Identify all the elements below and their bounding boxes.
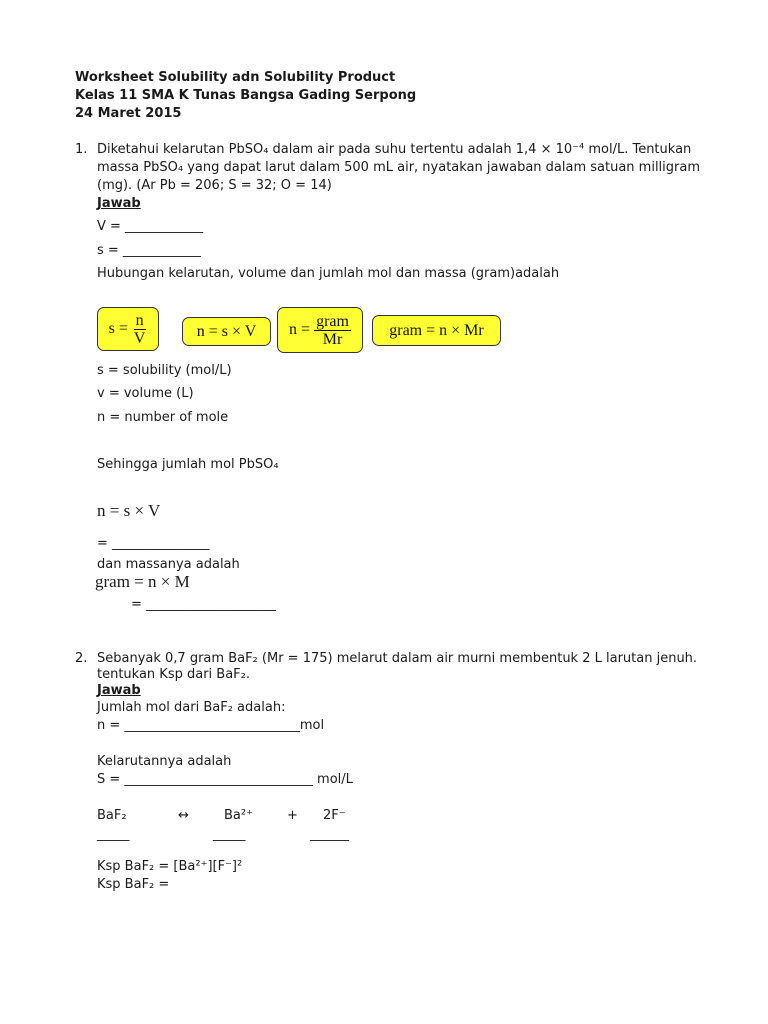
formula-n-s-v: n = s × V (196, 322, 257, 340)
ksp-answer-blank: Ksp BaF₂ = (97, 877, 170, 892)
fraction-denominator: V (133, 329, 146, 347)
reaction-product-ba: Ba²⁺ (224, 808, 253, 823)
fraction-n-over-v (132, 312, 148, 347)
formula-n-lhs: n = (289, 321, 311, 338)
q2-mol-label: Jumlah mol dari BaF₂ adalah: (97, 700, 286, 715)
fraction-numerator: gram (316, 312, 349, 330)
reaction-blank-reactant: _____ (97, 827, 130, 842)
q1-number: 1. (75, 142, 88, 157)
formula-box-s-equals-n-over-v (97, 307, 159, 351)
q1-solubility-blank: s = ____________ (97, 243, 201, 258)
formula-s-lhs: s = (108, 320, 128, 337)
q2-number: 2. (75, 651, 88, 666)
date-line: 24 Maret 2015 (75, 106, 182, 121)
reaction-equilibrium-arrow: ↔ (178, 808, 189, 823)
q1-jawab-heading: Jawab (97, 196, 141, 211)
equation-n-answer-blank: = _______________ (97, 536, 210, 551)
legend-volume: v = volume (L) (97, 386, 194, 401)
fraction-numerator: n (135, 311, 144, 329)
formula-box-n-equals-gram-over-mr (277, 307, 363, 353)
formula-gram-n-mr: gram = n × Mr (389, 321, 484, 339)
q1-volume-blank: V = ____________ (97, 219, 204, 234)
formula-box-n-equals-s-times-v (182, 317, 271, 346)
q2-mol-blank: n = ___________________________mol (97, 718, 325, 733)
q1-text-line2: massa PbSO₄ yang dapat larut dalam 500 mL air, nyatakan jawaban dalam satuan milligram (97, 160, 701, 175)
q2-jawab-heading: Jawab (97, 683, 141, 698)
reaction-plus-sign: + (287, 808, 298, 823)
q1-text-line1: Diketahui kelarutan PbSO₄ dalam air pada suhu tertentu adalah 1,4 × 10⁻⁴ mol/L. Tentukan (97, 142, 692, 157)
reaction-blank-f: ______ (310, 827, 349, 842)
q1-text-line3: (mg). (Ar Pb = 206; S = 32; O = 14) (97, 178, 332, 193)
equation-n-s-v: n = s × V (97, 501, 161, 520)
q2-text-line2: tentukan Ksp dari BaF₂. (97, 667, 251, 682)
equation-gram-answer-blank: = ____________________ (131, 597, 277, 612)
formula-box-gram-equals-n-times-mr (372, 315, 501, 346)
reaction-product-f: 2F⁻ (323, 808, 346, 823)
fraction-denominator: Mr (322, 330, 343, 348)
q2-solubility-blank: S = _____________________________ mol/L (97, 772, 353, 787)
reaction-reactant: BaF₂ (97, 808, 127, 823)
fraction-gram-over-mr (314, 313, 351, 348)
q2-text-line1: Sebanyak 0,7 gram BaF₂ (Mr = 175) melarut dalam air murni membentuk 2 L larutan jenuh. (97, 651, 698, 666)
reaction-blank-ba: _____ (213, 827, 246, 842)
worksheet-title: Worksheet Solubility adn Solubility Product (75, 70, 396, 85)
ksp-expression: Ksp BaF₂ = [Ba²⁺][F⁻]² (97, 859, 243, 874)
class-line: Kelas 11 SMA K Tunas Bangsa Gading Serpong (75, 88, 417, 103)
q2-kelarutan-label: Kelarutannya adalah (97, 754, 232, 769)
q1-relation-text: Hubungan kelarutan, volume dan jumlah mol dan massa (gram)adalah (97, 266, 560, 281)
q1-massanya-text: dan massanya adalah (97, 557, 240, 572)
equation-gram-n-mr: gram = n × M (95, 572, 190, 591)
legend-solubility: s = solubility (mol/L) (97, 363, 232, 378)
legend-mole: n = number of mole (97, 410, 229, 425)
q1-sehingga-text: Sehingga jumlah mol PbSO₄ (97, 457, 279, 472)
